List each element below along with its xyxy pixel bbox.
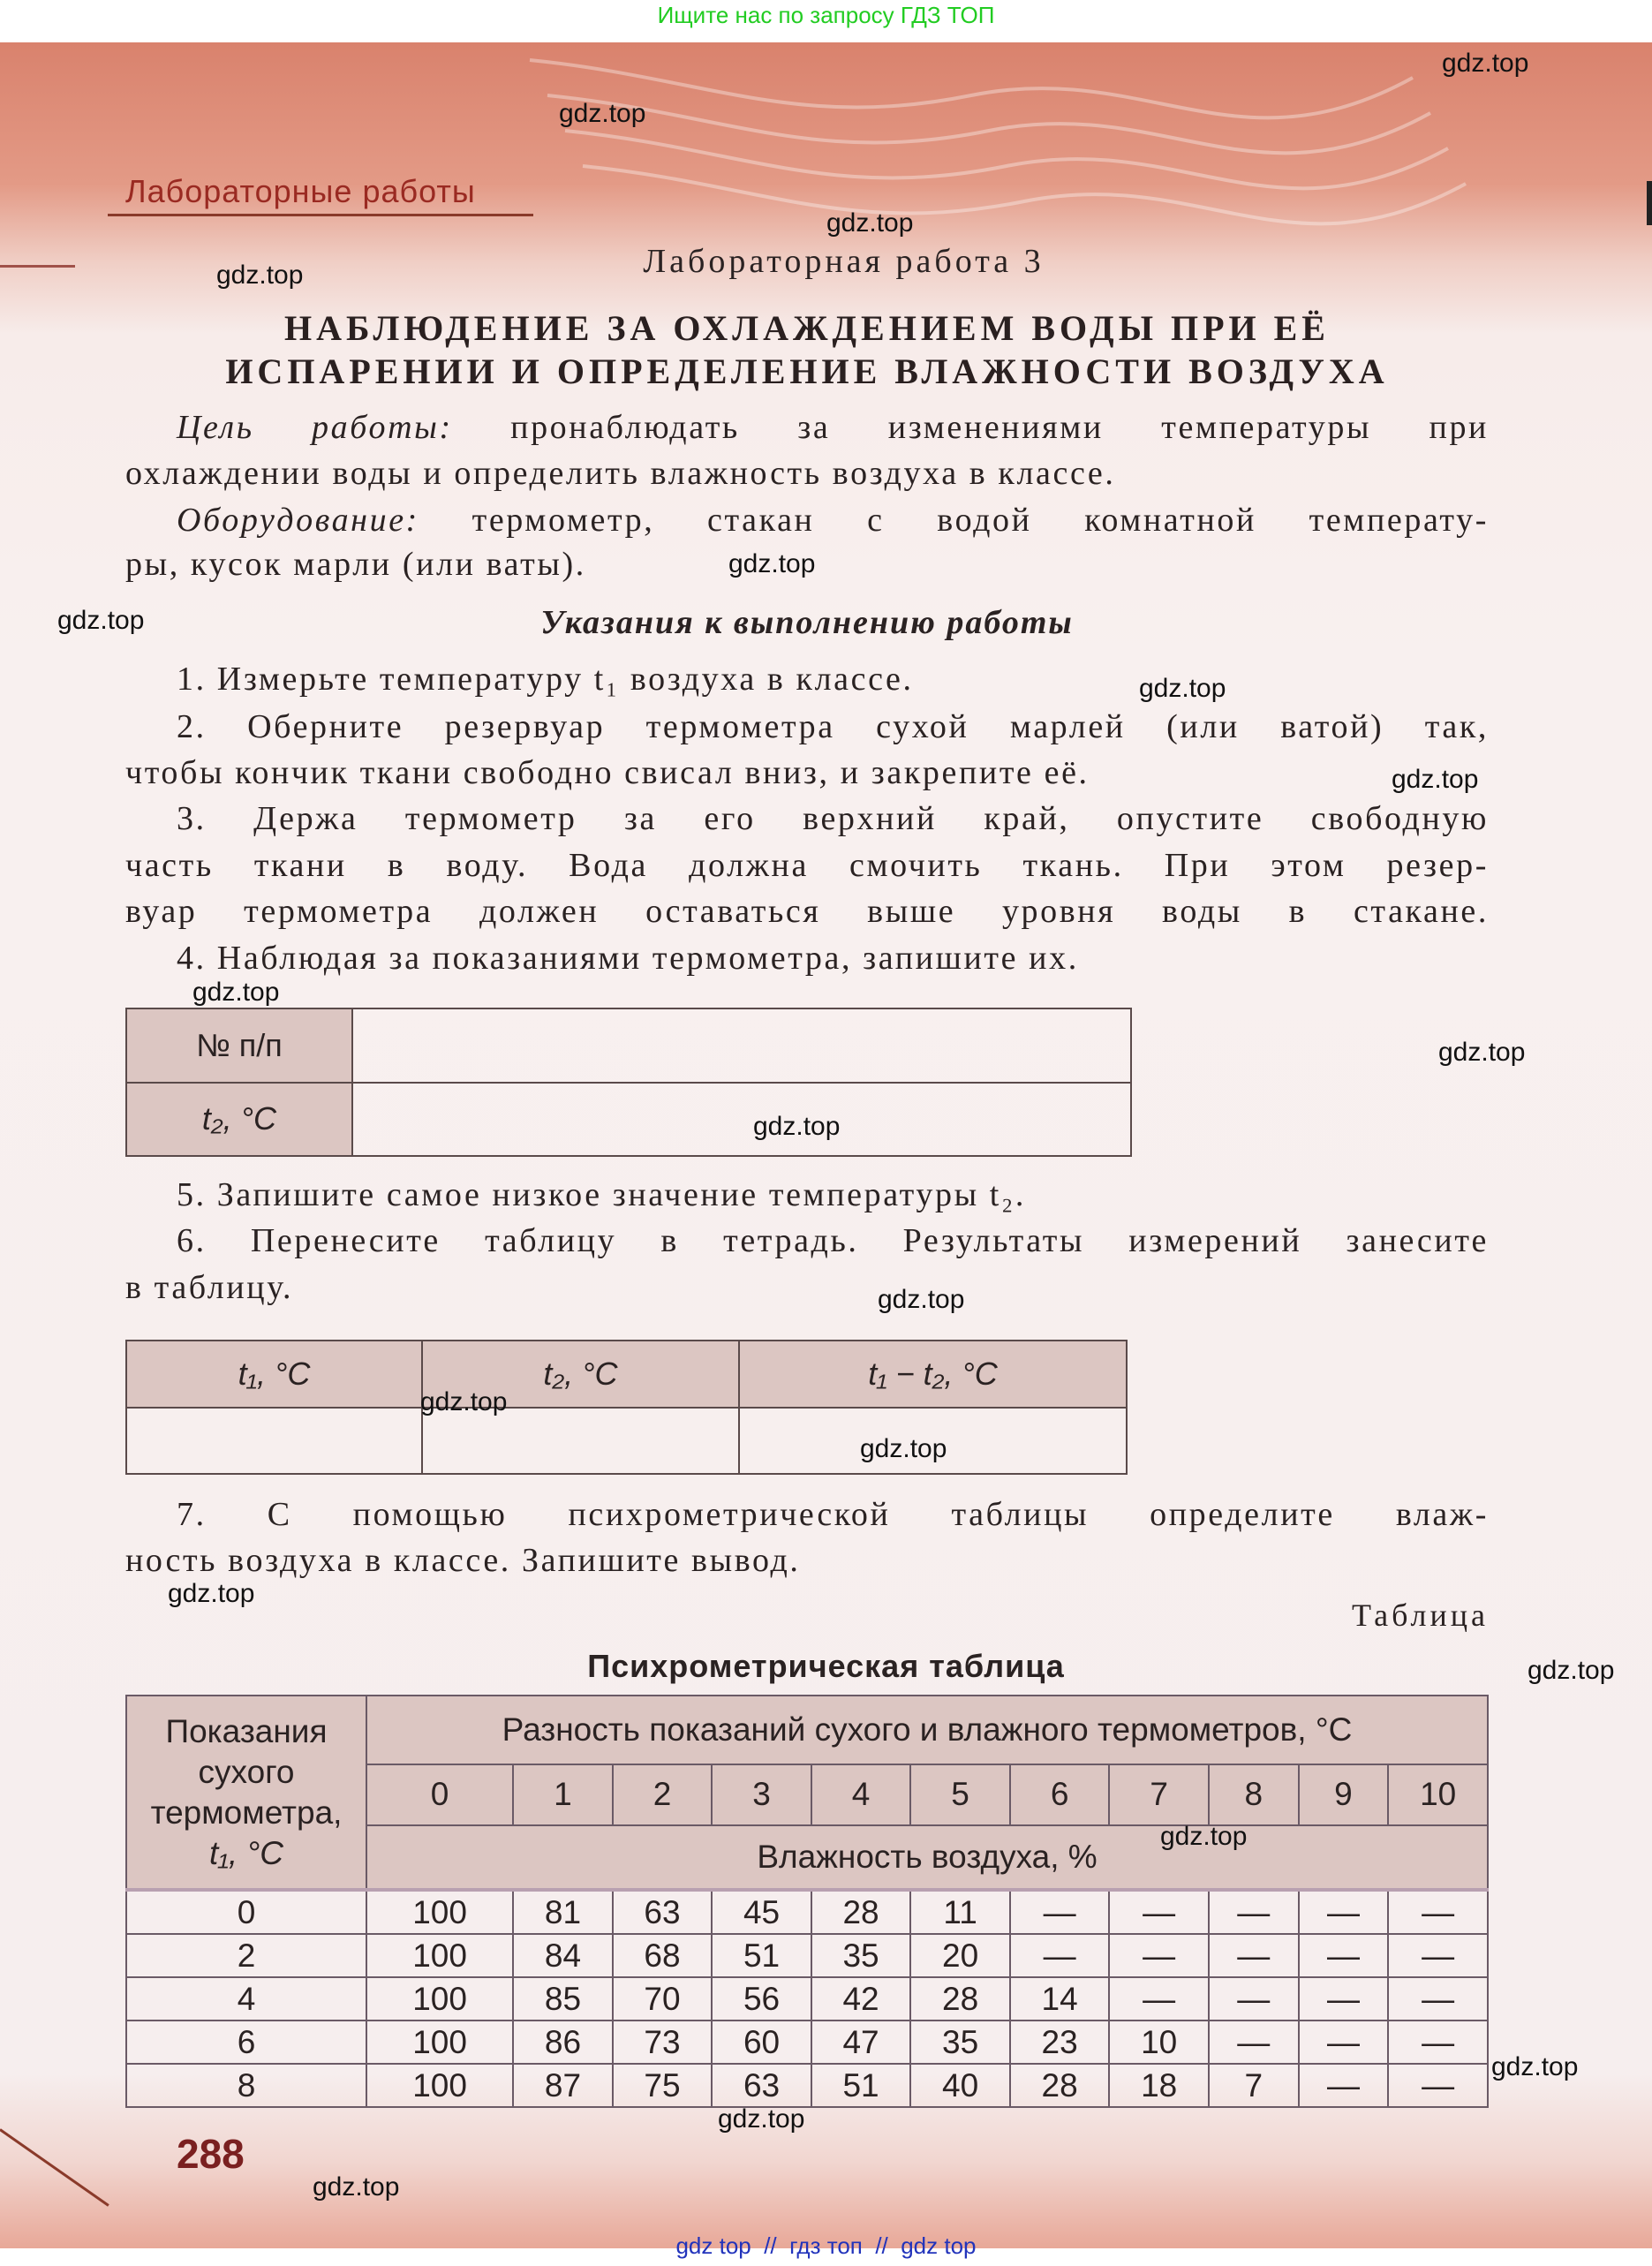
dry-temperature-cell: 8 — [126, 2064, 366, 2107]
dry-temperature-cell: 6 — [126, 2021, 366, 2064]
humidity-cell: — — [1209, 1934, 1299, 1977]
humidity-cell: 42 — [811, 1977, 911, 2021]
watermark: gdz.top — [420, 1387, 508, 1416]
table-cell[interactable] — [422, 1408, 739, 1474]
watermark: gdz.top — [1160, 1822, 1248, 1851]
humidity-cell: — — [1109, 1890, 1209, 1934]
difference-value-0: 0 — [366, 1764, 513, 1825]
humidity-cell: 81 — [513, 1890, 613, 1934]
row-header-line: термометра, — [150, 1794, 343, 1831]
step-7-line-1: 7. С помощью психрометрической таблицы определите влаж- — [177, 1496, 1489, 1533]
table-row — [126, 2021, 1488, 2064]
watermark: gdz.top — [559, 99, 646, 128]
watermark: gdz.top — [168, 1579, 255, 1608]
humidity-cell: 63 — [712, 2064, 811, 2107]
table-cell[interactable] — [126, 1408, 422, 1474]
humidity-cell: 28 — [910, 1977, 1010, 2021]
watermark: gdz.top — [216, 261, 304, 290]
goal-line-2: охлаждении воды и определить влажность воздуха в классе. — [125, 455, 1116, 492]
step-6-line-2: в таблицу. — [125, 1269, 294, 1306]
humidity-cell: 100 — [366, 1977, 513, 2021]
humidity-cell: — — [1299, 1890, 1389, 1934]
humidity-cell: 63 — [613, 1890, 713, 1934]
section-underline — [108, 214, 533, 216]
difference-value-6: 6 — [1010, 1764, 1110, 1825]
step-1: 1. Измерьте температуру t₁ воздуха в классе. — [177, 661, 914, 698]
humidity-cell: 14 — [1010, 1977, 1110, 2021]
watermark: gdz.top — [753, 1112, 841, 1141]
equipment-label: Оборудование: — [177, 502, 419, 539]
table-row — [126, 2064, 1488, 2107]
row-label-number: № п/п — [126, 1008, 352, 1083]
table-row — [126, 1890, 1488, 1934]
humidity-cell: 85 — [513, 1977, 613, 2021]
humidity-cell: — — [1388, 1934, 1488, 1977]
watermark: gdz.top — [1139, 674, 1226, 703]
difference-value-4: 4 — [811, 1764, 911, 1825]
humidity-cell: 28 — [1010, 2064, 1110, 2107]
title-line-2: ИСПАРЕНИИ И ОПРЕДЕЛЕНИЕ ВЛАЖНОСТИ ВОЗДУХА — [225, 351, 1389, 391]
difference-value-2: 2 — [613, 1764, 713, 1825]
dry-temperature-cell: 2 — [126, 1934, 366, 1977]
humidity-cell: 86 — [513, 2021, 613, 2064]
table-cell[interactable] — [352, 1083, 1131, 1157]
header-t1-minus-t2: t₁ − t₂, °C — [739, 1341, 1127, 1408]
goal-line-1 — [125, 408, 1489, 447]
humidity-cell: 7 — [1209, 2064, 1299, 2107]
humidity-cell: 70 — [613, 1977, 713, 2021]
dry-temperature-cell: 0 — [126, 1890, 366, 1934]
humidity-cell: — — [1209, 2021, 1299, 2064]
watermark: gdz.top — [718, 2104, 805, 2134]
humidity-cell: 60 — [712, 2021, 811, 2064]
humidity-cell: — — [1299, 2021, 1389, 2064]
humidity-cell: 18 — [1109, 2064, 1209, 2107]
step-6-line-1: 6. Перенесите таблицу в тетрадь. Результаты измерений занесите — [177, 1222, 1489, 1259]
humidity-cell: — — [1109, 1977, 1209, 2021]
humidity-cell: 100 — [366, 1890, 513, 1934]
humidity-cell: 87 — [513, 2064, 613, 2107]
humidity-cell: — — [1299, 1977, 1389, 2021]
step-4: 4. Наблюдая за показаниями термометра, запишите их. — [177, 940, 1079, 977]
humidity-cell: — — [1388, 2021, 1488, 2064]
humidity-cell: — — [1209, 1977, 1299, 2021]
step-5: 5. Запишите самое низкое значение температуры t₂. — [177, 1176, 1026, 1213]
humidity-cell: 10 — [1109, 2021, 1209, 2064]
equipment-line-2: ры, кусок марли (или ваты). — [125, 546, 586, 583]
humidity-cell: 45 — [712, 1890, 811, 1934]
watermark: gdz.top — [1528, 1656, 1615, 1685]
watermark: gdz.top — [57, 606, 145, 635]
humidity-cell: 84 — [513, 1934, 613, 1977]
step-2-line-1: 2. Оберните резервуар термометра сухой марлей (или ватой) так, — [177, 708, 1489, 745]
humidity-cell: — — [1299, 2064, 1389, 2107]
watermark: gdz.top — [313, 2172, 400, 2202]
row-label-t2: t₂, °C — [126, 1083, 352, 1157]
header-t2: t₂, °C — [422, 1341, 739, 1408]
humidity-cell: — — [1010, 1934, 1110, 1977]
table-row — [126, 1977, 1488, 2021]
page-number: 288 — [177, 2131, 245, 2177]
humidity-cell: — — [1388, 1977, 1488, 2021]
table-cell[interactable] — [352, 1008, 1131, 1083]
section-label: Лабораторные работы — [125, 173, 476, 209]
watermark: gdz.top — [1392, 765, 1479, 794]
humidity-cell: 35 — [811, 1934, 911, 1977]
table-label: Таблица — [1352, 1598, 1489, 1633]
header-t1: t₁, °C — [126, 1341, 422, 1408]
humidity-cell: 40 — [910, 2064, 1010, 2107]
title-line-1: НАБЛЮДЕНИЕ ЗА ОХЛАЖДЕНИЕМ ВОДЫ ПРИ ЕЁ — [284, 308, 1330, 348]
observation-table — [125, 1008, 1132, 1157]
humidity-cell: 20 — [910, 1934, 1010, 1977]
instructions-heading: Указания к выполнению работы — [540, 604, 1074, 641]
psychrometric-table — [125, 1695, 1489, 2108]
humidity-cell: — — [1109, 1934, 1209, 1977]
page-edge-mark — [1647, 181, 1652, 225]
search-hint-banner: Ищите нас по запросу ГДЗ ТОП — [657, 2, 995, 28]
watermark: gdz.top — [826, 208, 914, 238]
humidity-cell: 68 — [613, 1934, 713, 1977]
humidity-cell: 100 — [366, 2064, 513, 2107]
row-header-line: Показания — [165, 1712, 328, 1749]
equipment-line-1 — [125, 501, 1489, 540]
step-3-line-1: 3. Держа термометр за его верхний край, опустите свободную — [177, 800, 1489, 837]
row-header-line: сухого — [198, 1753, 295, 1790]
humidity-cell: 56 — [712, 1977, 811, 2021]
humidity-cell: — — [1388, 1890, 1488, 1934]
goal-label: Цель работы: — [177, 409, 453, 446]
humidity-cell: — — [1299, 1934, 1389, 1977]
humidity-cell: — — [1388, 2064, 1488, 2107]
equipment-text: термометр, стакан с водой комнатной температу- — [419, 502, 1489, 539]
goal-text: пронаблюдать за изменениями температуры при — [452, 409, 1489, 446]
humidity-cell: 11 — [910, 1890, 1010, 1934]
humidity-cell: 23 — [1010, 2021, 1110, 2064]
results-table — [125, 1340, 1128, 1475]
step-7-line-2: ность воздуха в классе. Запишите вывод. — [125, 1542, 801, 1579]
humidity-cell: 51 — [712, 1934, 811, 1977]
humidity-header: Влажность воздуха, % — [366, 1825, 1488, 1890]
humidity-cell: 73 — [613, 2021, 713, 2064]
difference-value-1: 1 — [513, 1764, 613, 1825]
difference-value-5: 5 — [910, 1764, 1010, 1825]
difference-value-8: 8 — [1209, 1764, 1299, 1825]
table-row — [126, 1934, 1488, 1977]
humidity-cell: 28 — [811, 1890, 911, 1934]
humidity-cell: 75 — [613, 2064, 713, 2107]
watermark: gdz.top — [878, 1285, 965, 1314]
step-3-line-2: часть ткани в воду. Вода должна смочить ткань. При этом резер- — [125, 847, 1489, 884]
humidity-cell: — — [1010, 1890, 1110, 1934]
watermark: gdz.top — [1438, 1038, 1526, 1067]
watermark: gdz.top — [1442, 49, 1529, 78]
step-3-line-3: вуар термометра должен оставаться выше уровня воды в стакане. — [125, 893, 1489, 930]
watermark: gdz.top — [860, 1434, 947, 1463]
row-header-line: t₁, °C — [208, 1834, 284, 1871]
difference-header: Разность показаний сухого и влажного термометров, °C — [366, 1696, 1488, 1764]
humidity-cell: 100 — [366, 2021, 513, 2064]
difference-value-7: 7 — [1109, 1764, 1209, 1825]
difference-value-3: 3 — [712, 1764, 811, 1825]
watermark: gdz.top — [1491, 2052, 1579, 2081]
step-2-line-2: чтобы кончик ткани свободно свисал вниз, и закрепите её. — [125, 754, 1090, 791]
humidity-cell: 35 — [910, 2021, 1010, 2064]
lab-number: Лабораторная работа 3 — [643, 243, 1045, 280]
difference-value-10: 10 — [1388, 1764, 1488, 1825]
humidity-cell: 51 — [811, 2064, 911, 2107]
watermark: gdz.top — [728, 549, 816, 578]
humidity-cell: — — [1209, 1890, 1299, 1934]
watermark: gdz.top — [192, 978, 280, 1007]
dry-temperature-cell: 4 — [126, 1977, 366, 2021]
humidity-cell: 47 — [811, 2021, 911, 2064]
dry-thermometer-header — [126, 1696, 366, 1890]
bottom-links[interactable]: gdz top // гдз топ // gdz top — [675, 2232, 977, 2259]
difference-value-9: 9 — [1299, 1764, 1389, 1825]
humidity-cell: 100 — [366, 1934, 513, 1977]
psychrometric-table-caption: Психрометрическая таблица — [587, 1648, 1065, 1684]
